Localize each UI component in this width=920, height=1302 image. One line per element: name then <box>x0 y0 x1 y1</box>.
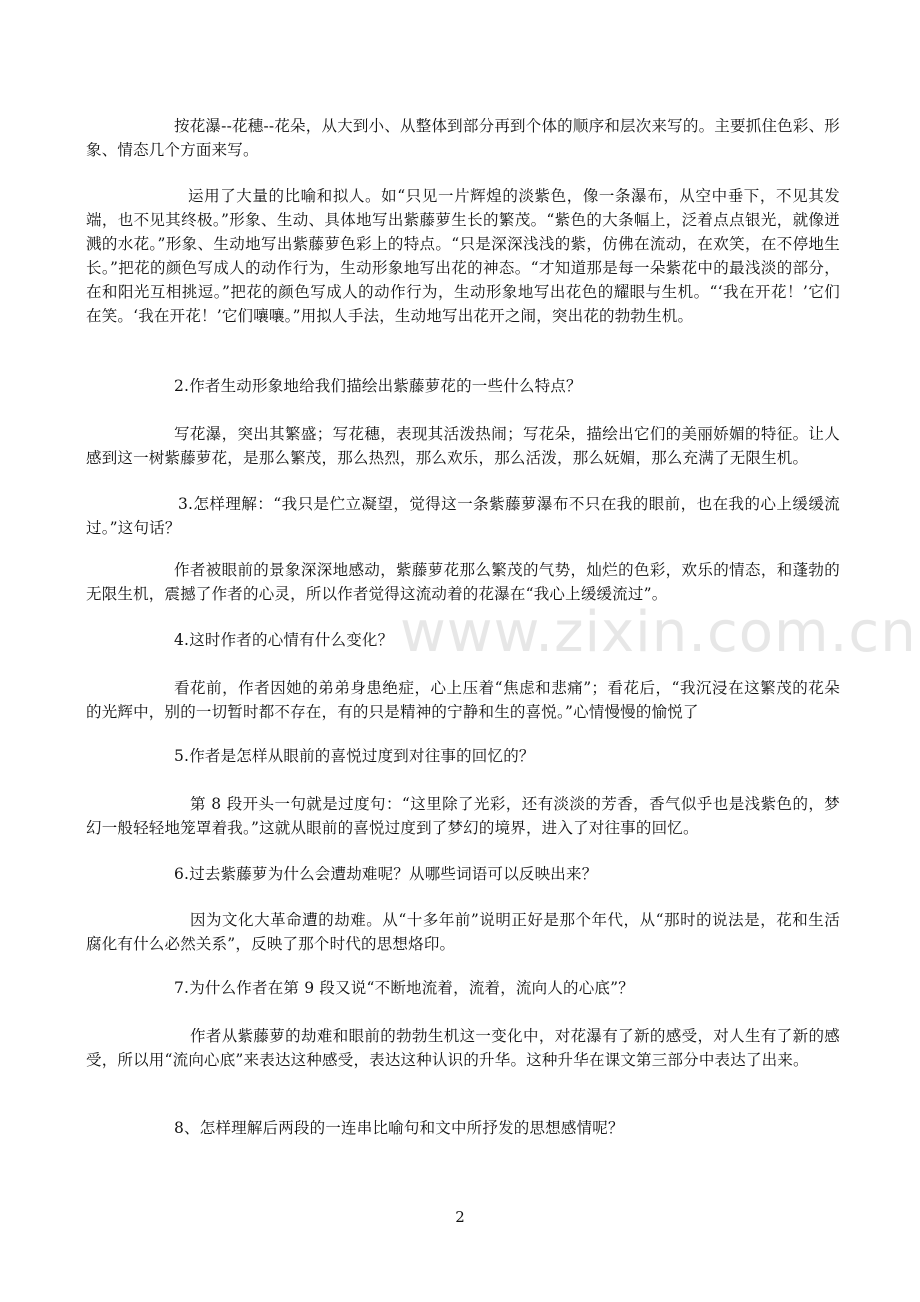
answer-3: 作者被眼前的景象深深地感动，紫藤萝花那么繁茂的气势，灿烂的色彩，欢乐的情态，和蓬勃的无限生机，震撼了作者的心灵，所以作者觉得这流动着的花瀑在“我心上缓缓流过”。 <box>86 561 840 603</box>
answer-4: 看花前，作者因她的弟弟身患绝症，心上压着“焦虑和悲痛”；看花后，“我沉浸在这繁茂的花朵的光辉中，别的一切暂时都不存在，有的只是精神的宁静和生的喜悦。”心情慢慢的愉悦了 <box>86 679 840 721</box>
question-4: 4.这时作者的心情有什么变化？ <box>174 631 394 649</box>
answer-paragraph-structure: 按花瀑--花穗--花朵，从大到小、从整体到部分再到个体的顺序和层次来写的。主要抓住色彩、形象、情态几个方面来写。 <box>86 117 840 159</box>
question-6: 6.过去紫藤萝为什么会遭劫难呢？从哪些词语可以反映出来？ <box>174 865 598 883</box>
question-5: 5.作者是怎样从眼前的喜悦过度到对往事的回忆的？ <box>174 747 535 765</box>
question-3: 3.怎样理解：“我只是伫立凝望，觉得这一条紫藤萝瀑布不只在我的眼前，也在我的心上缓缓流过。”这句话？ <box>86 495 840 537</box>
watermark: www.zixin.com.cn <box>400 600 917 665</box>
answer-paragraph-rhetoric: 运用了大量的比喻和拟人。如“只见一片辉煌的淡紫色，像一条瀑布，从空中垂下，不见其发端，也不见其终极。”形象、生动、具体地写出紫藤萝生长的繁茂。“紫色的大条幅上，泛着点点银光，就像迸溅的水花。”形象、生动地写出紫藤萝色彩上的特点。“只是深深浅浅的紫，仿佛在流动，在欢笑，在不停地生长。”把花的颜色写成人的动作行为，生动形象地写出花的神态。“才知道那是每一朵紫花中的最浅淡的部分，在和阳光互相挑逗。”把花的颜色写成人的动作行为，生动形象地写出花色的耀眼与生机。“‘我在开花！’它们在笑。‘我在开花！’它们嚷嚷。”用拟人手法，生动地写出花开之闹，突出花的勃勃生机。 <box>86 187 840 325</box>
question-8: 8、怎样理解后两段的一连串比喻句和文中所抒发的思想感情呢？ <box>174 1119 624 1137</box>
question-7: 7.为什么作者在第 9 段又说“不断地流着，流着，流向人的心底”？ <box>174 979 634 997</box>
answer-6: 因为文化大革命遭的劫难。从“十多年前”说明正好是那个年代，从“那时的说法是，花和生活腐化有什么必然关系”，反映了那个时代的思想烙印。 <box>86 911 840 953</box>
answer-2: 写花瀑，突出其繁盛；写花穗，表现其活泼热闹；写花朵，描绘出它们的美丽娇媚的特征。让人感到这一树紫藤萝花，是那么繁茂，那么热烈，那么欢乐，那么活泼，那么妩媚，那么充满了无限生机。 <box>86 425 840 467</box>
page-number: 2 <box>455 1208 465 1226</box>
answer-5: 第 8 段开头一句就是过度句：“这里除了光彩，还有淡淡的芳香，香气似乎也是浅紫色的，梦幻一般轻轻地笼罩着我。”这就从眼前的喜悦过度到了梦幻的境界，进入了对往事的回忆。 <box>86 795 840 837</box>
question-2: 2.作者生动形象地给我们描绘出紫藤萝花的一些什么特点？ <box>174 377 582 395</box>
answer-7: 作者从紫藤萝的劫难和眼前的勃勃生机这一变化中，对花瀑有了新的感受，对人生有了新的感受，所以用“流向心底”来表达这种感受，表达这种认识的升华。这种升华在课文第三部分中表达了出来。 <box>86 1027 840 1069</box>
